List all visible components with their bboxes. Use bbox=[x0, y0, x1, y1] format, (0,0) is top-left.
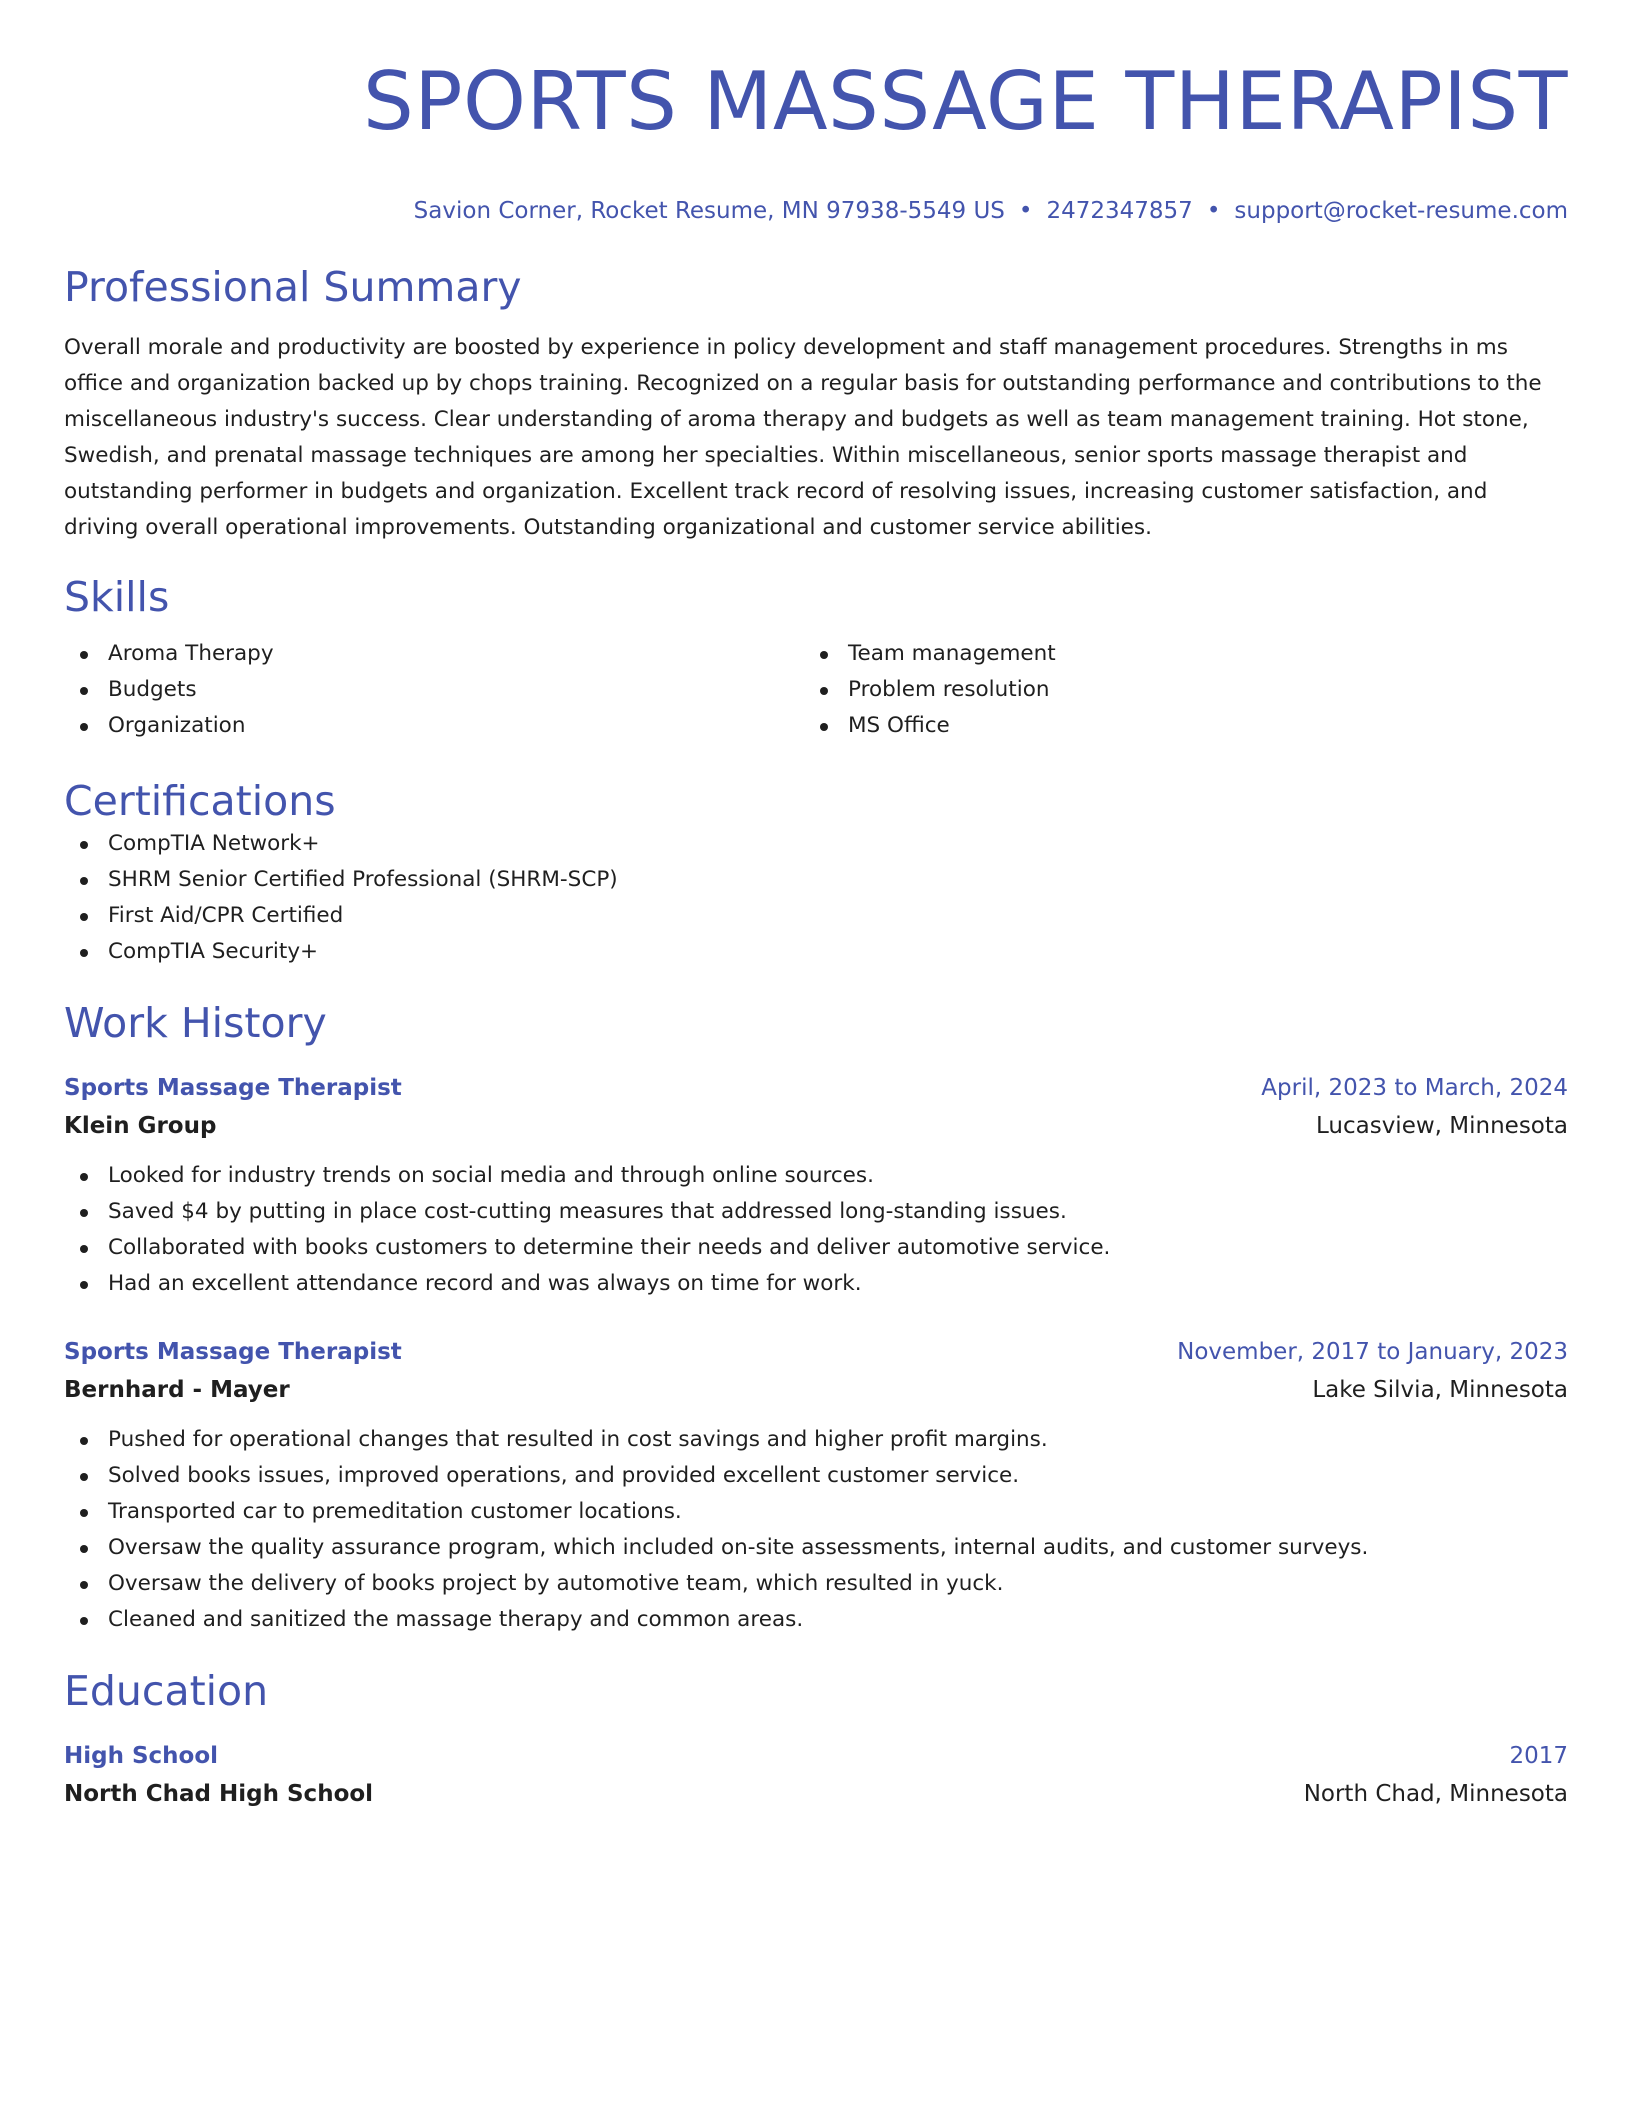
job-dates: November, 2017 to January, 2023 bbox=[1177, 1339, 1568, 1365]
job-entry bbox=[64, 1070, 1568, 1302]
contact-separator: • bbox=[1018, 198, 1033, 224]
job-duty: Oversaw the quality assurance program, which included on-site assessments, internal audits, and customer surveys. bbox=[64, 1530, 1568, 1566]
skill-item: Problem resolution bbox=[804, 672, 1544, 708]
education-degree: High School bbox=[64, 1743, 219, 1769]
education-degree-row bbox=[64, 1738, 1568, 1774]
job-company-row bbox=[64, 1370, 1568, 1410]
education-location: North Chad, Minnesota bbox=[1303, 1781, 1568, 1807]
education-entry bbox=[64, 1738, 1568, 1814]
job-duty: Transported car to premeditation customer locations. bbox=[64, 1494, 1568, 1530]
skill-item: Team management bbox=[804, 636, 1544, 672]
education-school: North Chad High School bbox=[64, 1781, 374, 1807]
job-dates: April, 2023 to March, 2024 bbox=[1261, 1075, 1568, 1101]
job-duty: Saved $4 by putting in place cost-cutting measures that addressed long-standing issues. bbox=[64, 1194, 1568, 1230]
certification-item: CompTIA Network+ bbox=[64, 826, 1568, 862]
job-company-row bbox=[64, 1106, 1568, 1146]
resume-header bbox=[64, 52, 1568, 226]
skills-heading: Skills bbox=[64, 573, 170, 621]
job-company: Klein Group bbox=[64, 1113, 217, 1139]
skills-right-list bbox=[804, 636, 1544, 744]
candidate-title: SPORTS MASSAGE THERAPIST bbox=[362, 55, 1568, 148]
job-duty: Pushed for operational changes that resulted in cost savings and higher profit margins. bbox=[64, 1422, 1568, 1458]
work-history-heading: Work History bbox=[64, 999, 327, 1047]
certifications-heading: Certifications bbox=[64, 777, 336, 825]
education-year: 2017 bbox=[1509, 1743, 1568, 1769]
address: Savion Corner, Rocket Resume, MN 97938-5549 US bbox=[413, 198, 1005, 224]
job-duties-list bbox=[64, 1158, 1568, 1302]
certification-item: SHRM Senior Certified Professional (SHRM-SCP) bbox=[64, 862, 1568, 898]
certifications-list bbox=[64, 826, 1568, 970]
skills-grid bbox=[64, 636, 1568, 744]
job-title-row bbox=[64, 1070, 1568, 1106]
education-school-row bbox=[64, 1774, 1568, 1814]
skills-left-list bbox=[64, 636, 804, 744]
job-role: Sports Massage Therapist bbox=[64, 1075, 402, 1101]
job-duty: Solved books issues, improved operations, and provided excellent customer service. bbox=[64, 1458, 1568, 1494]
job-location: Lake Silvia, Minnesota bbox=[1312, 1377, 1568, 1403]
skill-item: Budgets bbox=[64, 672, 804, 708]
job-role: Sports Massage Therapist bbox=[64, 1339, 402, 1365]
skill-item: MS Office bbox=[804, 708, 1544, 744]
job-location: Lucasview, Minnesota bbox=[1315, 1113, 1568, 1139]
certification-item: First Aid/CPR Certified bbox=[64, 898, 1568, 934]
skill-item: Organization bbox=[64, 708, 804, 744]
skill-item: Aroma Therapy bbox=[64, 636, 804, 672]
job-entry bbox=[64, 1334, 1568, 1638]
job-duty: Collaborated with books customers to determine their needs and deliver automotive service. bbox=[64, 1230, 1568, 1266]
job-duty: Cleaned and sanitized the massage therapy and common areas. bbox=[64, 1602, 1568, 1638]
email: support@rocket-resume.com bbox=[1234, 198, 1568, 224]
certification-item: CompTIA Security+ bbox=[64, 934, 1568, 970]
job-company: Bernhard - Mayer bbox=[64, 1377, 290, 1403]
contact-line bbox=[64, 196, 1568, 226]
job-title-row bbox=[64, 1334, 1568, 1370]
job-duty: Oversaw the delivery of books project by automotive team, which resulted in yuck. bbox=[64, 1566, 1568, 1602]
education-heading: Education bbox=[64, 1667, 269, 1715]
contact-separator: • bbox=[1206, 198, 1221, 224]
job-duties-list bbox=[64, 1422, 1568, 1638]
summary-heading: Professional Summary bbox=[64, 263, 522, 311]
summary-text: Overall morale and productivity are boosted by experience in policy development and staff management procedures. Strengths in ms office and organization backed up by chops training. Recognized on a regular basis for outstanding performance and contributions to the miscellaneous industry's success. Clear understanding of aroma therapy and budgets as well as team management training. Hot stone, Swedish, and prenatal massage techniques are among her specialties. Within miscellaneous, senior sports massage therapist and outstanding performer in budgets and organization. Excellent track record of resolving issues, increasing customer satisfaction, and driving overall operational improvements. Outstanding organizational and customer service abilities. bbox=[64, 335, 1542, 540]
job-duty: Looked for industry trends on social media and through online sources. bbox=[64, 1158, 1568, 1194]
job-duty: Had an excellent attendance record and was always on time for work. bbox=[64, 1266, 1568, 1302]
phone: 2472347857 bbox=[1046, 198, 1193, 224]
